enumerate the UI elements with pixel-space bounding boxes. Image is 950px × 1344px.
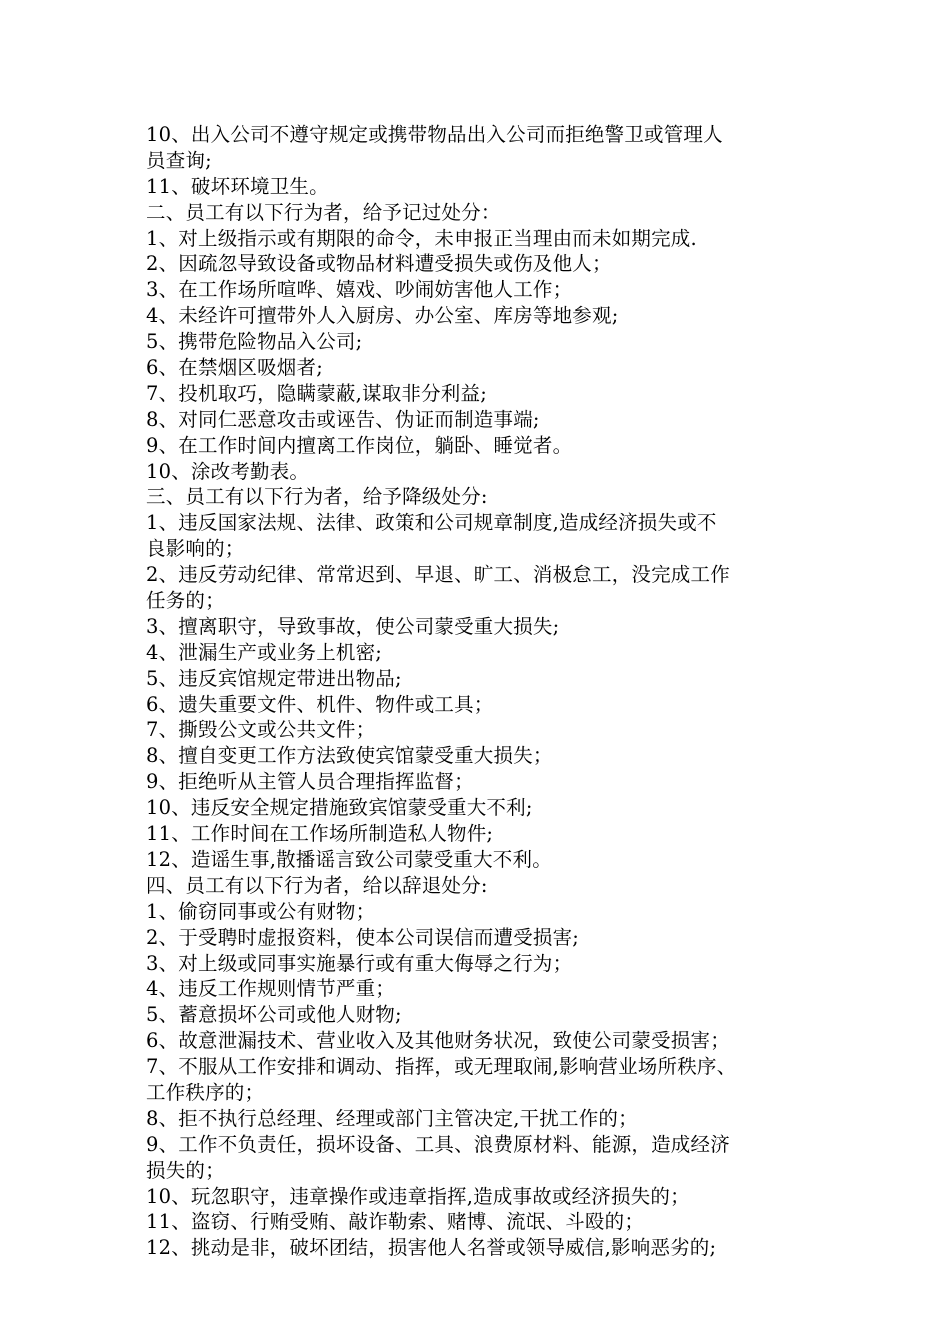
text-line: 7、不服从工作安排和调动、指挥，或无理取闹,影响营业场所秩序、: [146, 1055, 737, 1079]
text-line: 3、擅离职守，导致事故，使公司蒙受重大损失;: [146, 614, 560, 638]
text-line: 6、故意泄漏技术、营业收入及其他财务状况，致使公司蒙受损害；: [146, 1029, 730, 1053]
text-line: 任务的；: [146, 589, 225, 613]
text-line: 9、拒绝听从主管人员合理指挥监督；: [146, 770, 474, 794]
text-line: 1、违反国家法规、法律、政策和公司规章制度,造成经济损失或不: [146, 511, 717, 535]
text-line: 11、工作时间在工作场所制造私人物件;: [146, 822, 494, 846]
text-line: 6、在禁烟区吸烟者;: [146, 356, 323, 380]
text-line: 3、对上级或同事实施暴行或有重大侮辱之行为；: [146, 951, 573, 975]
text-line: 5、蓄意损坏公司或他人财物;: [146, 1003, 402, 1027]
text-line: 工作秩序的；: [146, 1080, 265, 1104]
text-line: 5、携带危险物品入公司;: [146, 330, 363, 354]
text-line: 10、玩忽职守，违章操作或违章指挥,造成事故或经济损失的；: [146, 1184, 690, 1208]
text-line: 1、偷窃同事或公有财物；: [146, 899, 376, 923]
text-line: 员查询;: [146, 148, 212, 172]
text-line: 2、违反劳动纪律、常常迟到、早退、旷工、消极怠工，没完成工作: [146, 563, 730, 587]
text-line: 4、泄漏生产或业务上机密;: [146, 640, 383, 664]
text-line: 7、投机取巧，隐瞒蒙蔽,谋取非分利益;: [146, 381, 487, 405]
text-line: 2、于受聘时虚报资料，使本公司误信而遭受损害;: [146, 925, 580, 949]
text-line: 4、未经许可擅带外人入厨房、办公室、库房等地参观;: [146, 304, 619, 328]
text-line: 5、违反宾馆规定带进出物品;: [146, 666, 402, 690]
text-line: 7、撕毁公文或公共文件；: [146, 718, 376, 742]
text-line: 9、在工作时间内擅离工作岗位，躺卧、睡觉者。: [146, 433, 573, 457]
text-line: 9、工作不负责任，损坏设备、工具、浪费原材料、能源，造成经济: [146, 1132, 730, 1156]
section-heading: 二、员工有以下行为者，给予记过处分：: [146, 200, 501, 224]
text-line: 1、对上级指示或有期限的命令，未申报正当理由而未如期完成.: [146, 226, 697, 250]
document-body: [146, 122, 814, 1261]
text-line: 6、遗失重要文件、机件、物件或工具；: [146, 692, 494, 716]
text-line: 12、造谣生事,散播谣言致公司蒙受重大不利。: [146, 847, 552, 871]
text-line: 损失的；: [146, 1158, 225, 1182]
text-line: 8、擅自变更工作方法致使宾馆蒙受重大损失；: [146, 744, 553, 768]
section-heading: 四、员工有以下行为者，给以辞退处分:: [146, 873, 488, 897]
text-line: 10、涂改考勤表。: [146, 459, 310, 483]
text-line: 3、在工作场所喧哗、嬉戏、吵闹妨害他人工作；: [146, 278, 573, 302]
text-line: 4、违反工作规则情节严重；: [146, 977, 396, 1001]
text-line: 良影响的；: [146, 537, 245, 561]
text-line: 10、违反安全规定措施致宾馆蒙受重大不利;: [146, 796, 533, 820]
text-line: 8、拒不执行总经理、经理或部门主管决定,干扰工作的；: [146, 1106, 638, 1130]
text-line: 10、出入公司不遵守规定或携带物品出入公司而拒绝警卫或管理人: [146, 123, 723, 146]
text-line: 12、挑动是非，破坏团结，损害他人名誉或领导威信,影响恶劣的;: [146, 1236, 717, 1260]
text-line: 2、因疏忽导致设备或物品材料遭受损失或伤及他人；: [146, 252, 612, 276]
section-heading: 三、员工有以下行为者，给予降级处分:: [146, 485, 488, 509]
text-line: 11、盗窃、行贿受贿、敲诈勒索、赌博、流氓、斗殴的；: [146, 1210, 645, 1234]
text-line: 8、对同仁恶意攻击或诬告、伪证而制造事端;: [146, 407, 540, 431]
text-line: 11、破坏环境卫生。: [146, 174, 329, 198]
